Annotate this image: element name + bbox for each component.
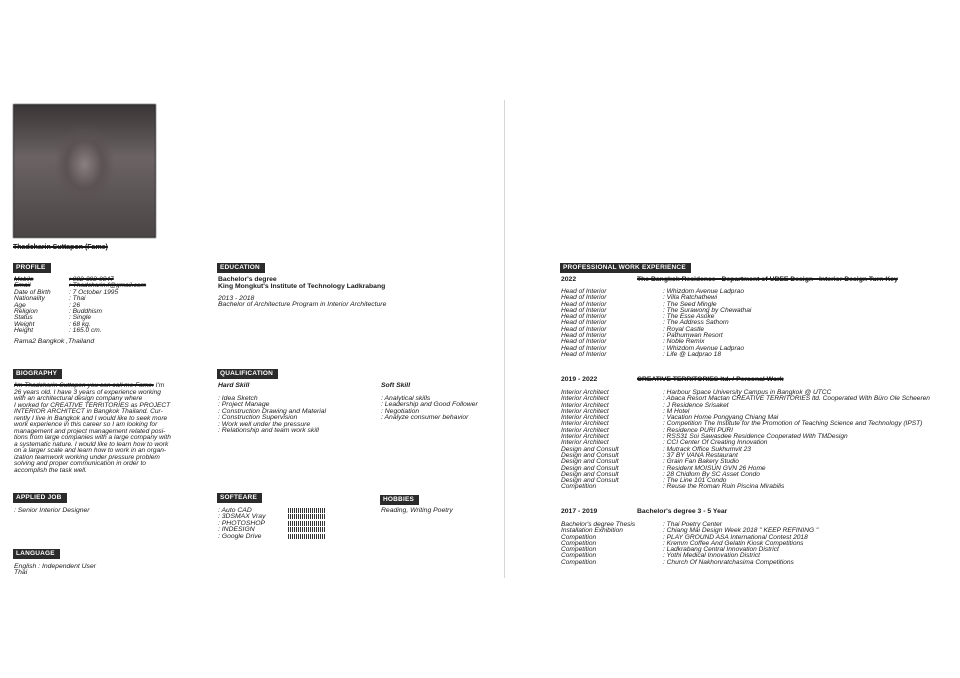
- work-role: Interior Architect: [561, 395, 609, 403]
- software-name: : INDESIGN: [218, 526, 255, 534]
- work-project: : Residence PURI PURI: [663, 426, 733, 434]
- work-project: : RSS31 Soi Sawasdee Residence Cooperated With TMDesign: [663, 433, 848, 441]
- applied-job-value: : Senior Interior Designer: [14, 507, 90, 514]
- work-row: [561, 484, 930, 490]
- work-role: Competition: [561, 539, 597, 547]
- soft-skill-title: Soft Skill: [381, 382, 411, 389]
- work-project: : Villa Ratchathewi: [663, 294, 718, 302]
- work-project: : Resident MOISUN GVN 26 Home: [663, 464, 766, 472]
- hard-skill-item: : Construction Drawing and Material: [218, 407, 327, 415]
- work-project: : CCI Center Of Creating Innovation: [663, 439, 768, 447]
- education-program: Bachelor of Architecture Program in Interior Architecture: [218, 301, 387, 308]
- work-role: Interior Architect: [561, 414, 609, 422]
- section-header-biography: BIOGRAPHY: [13, 369, 62, 379]
- work-list-2017-2019: [561, 522, 818, 566]
- work-project: : Competition The Institute for the Promotion of Teaching Science and Technology (IPST): [663, 420, 923, 428]
- profile-row-value: : Single: [69, 314, 91, 322]
- work-role: Head of Interior: [561, 294, 607, 302]
- work-project: : Mutrack Office Sukhumvit 23: [663, 445, 751, 453]
- biography-line: INTERIOR ARCHITECT in Bangkok Thailand. Cur-: [14, 408, 163, 415]
- work-role: Head of Interior: [561, 306, 607, 314]
- soft-skill-item: : Leadership and Good Follower: [381, 401, 478, 409]
- profile-row-label: Nationality: [14, 295, 45, 303]
- work-project: : Pathumwan Resort: [663, 332, 723, 340]
- biography-line: tions from large companies with a large company with: [14, 434, 171, 441]
- work-project: : Noble Remix: [663, 338, 705, 346]
- language-english: English : Independent User: [14, 563, 96, 570]
- section-header-education: EDUCATION: [217, 263, 265, 273]
- work-role: Interior Architect: [561, 420, 609, 428]
- work-row: [561, 352, 751, 358]
- biography-line: work experience in this career so I am looking for: [14, 421, 158, 428]
- work-project: : Yothi Medical Innovation District: [663, 552, 760, 560]
- profile-row-value: : 7 October 1995: [69, 288, 119, 296]
- hard-skill-title: Hard Skill: [218, 382, 250, 389]
- work-role: Interior Architect: [561, 439, 609, 447]
- biography-line: I worked for CREATIVE TERRITORIES as PROJECT: [14, 401, 171, 409]
- work-project: : Reuse the Roman Ruin Piscina Mirabilis: [663, 483, 785, 491]
- work-role: Head of Interior: [561, 332, 607, 340]
- work-role: Head of Interior: [561, 350, 607, 358]
- profile-photo: [13, 104, 156, 238]
- work-project: : 37 BY VANA Restaurant: [663, 451, 738, 459]
- soft-skill-item: : Negotiation: [381, 407, 420, 415]
- profile-row-label: Mobile: [14, 276, 34, 283]
- work-role: Design and Consult: [561, 477, 619, 485]
- profile-row-label: Status: [14, 314, 33, 322]
- profile-row-label: Height: [14, 327, 34, 335]
- work-row: [561, 560, 818, 566]
- work-project: : 28 Chidlom By SC Asset Condo: [663, 470, 760, 478]
- candidate-name: Thadcharin Suttapon (Fame): [13, 244, 108, 251]
- work-role: Head of Interior: [561, 313, 607, 321]
- software-skill-bar: [288, 514, 326, 519]
- work-role: Competition: [561, 558, 597, 566]
- section-header-profile: PROFILE: [13, 263, 51, 273]
- profile-row-value: : 165.0 cm.: [69, 327, 102, 335]
- work-company-2022: The Bangkok Residence - Department of UBEE Design - Interior Design Turn Key: [637, 276, 898, 283]
- work-role: Design and Consult: [561, 458, 619, 466]
- work-role: Design and Consult: [561, 470, 619, 478]
- work-project: : Vacation Home Pongyang Chiang Mai: [663, 414, 779, 422]
- page-divider: [504, 100, 505, 578]
- work-project: : Harbour Space University Campus in Bangkok @ UTCC: [663, 389, 832, 396]
- work-role: Competition: [561, 552, 597, 560]
- hobbies-value: Reading, Writing Poetry: [381, 507, 453, 514]
- work-list-2019-2022: [561, 390, 930, 491]
- work-role: Head of Interior: [561, 319, 607, 327]
- biography-text: [14, 383, 204, 474]
- work-project: : J Residence Srisaket: [663, 401, 729, 409]
- work-role: Interior Architect: [561, 389, 609, 396]
- section-header-work: PROFESSIONAL WORK EXPERIENCE: [560, 263, 691, 273]
- work-project: : Life @ Ladprao 18: [663, 350, 722, 358]
- work-role: Bachelor's degree Thesis: [561, 521, 636, 528]
- work-role: Design and Consult: [561, 445, 619, 453]
- hard-skill-list: [218, 396, 326, 434]
- biography-line: on a larger scale and learn how to work in an organ-: [14, 447, 167, 454]
- profile-row-value: : 082-392-0847: [69, 276, 114, 283]
- work-project: : Ladkrabang Central Innovation District: [663, 546, 779, 554]
- work-role: Competition: [561, 546, 597, 554]
- section-header-qualification: QUALIFICATION: [217, 369, 278, 379]
- work-project: : Chiang Mai Design Week 2018 " KEEP REFINING ": [663, 527, 819, 535]
- work-project: : Thai Poetry Center: [663, 521, 723, 528]
- profile-row-label: Date of Birth: [14, 288, 51, 296]
- biography-line: solving and proper communication in order to: [14, 460, 146, 467]
- profile-row-value: : Buddhism: [69, 308, 102, 316]
- work-project: : The Esse Asoke: [663, 313, 715, 321]
- hard-skill-item: : Construction Supervision: [218, 414, 298, 422]
- work-role: Interior Architect: [561, 433, 609, 441]
- work-role: Design and Consult: [561, 464, 619, 472]
- soft-skill-item: : Analytical skills: [381, 395, 431, 402]
- work-role: Head of Interior: [561, 325, 607, 333]
- profile-row-value: : 68 kg.: [69, 320, 91, 328]
- profile-row-value: : 26: [69, 301, 80, 309]
- profile-row-label: Email: [14, 282, 31, 290]
- work-project: : The Address Sathorn: [663, 319, 729, 327]
- software-skill-bar: [288, 534, 326, 539]
- work-role: Interior Architect: [561, 401, 609, 409]
- profile-row-label: Weight: [14, 320, 35, 328]
- hard-skill-item: : Work well under the pressure: [218, 420, 311, 428]
- work-role: Interior Architect: [561, 426, 609, 434]
- work-project: : Abaca Resort Mactan CREATIVE TERRITORIES ltd. Cooperated With Büro Ole Scheeren: [663, 395, 930, 403]
- biography-line: I'm: [153, 382, 165, 389]
- work-company-2017-2019: Bachelor's degree 3 - 5 Year: [637, 508, 728, 515]
- software-skill-bar: [288, 508, 326, 513]
- biography-line: rently I live in Bangkok and I would like to seek more: [14, 414, 168, 422]
- biography-lead: I'm Thadcharin Suttapon you can call me Fame.: [14, 382, 154, 389]
- software-list: [218, 508, 326, 540]
- work-project: : Whizdom Avenue Ladprao: [663, 344, 745, 352]
- education-degree: Bachelor's degree: [218, 276, 277, 283]
- work-role: Head of Interior: [561, 338, 607, 346]
- biography-line: 26 years old. I have 3 years of experience working: [14, 388, 161, 396]
- work-project: : Church Of Nakhonratchasima Competitions: [663, 558, 794, 566]
- software-skill-bar: [288, 521, 326, 526]
- profile-address: Rama2 Bangkok ,Thailand: [14, 338, 95, 345]
- software-name: : PHOTOSHOP: [218, 519, 266, 527]
- work-role: Design and Consult: [561, 451, 619, 459]
- biography-line: management and project management related posi-: [14, 427, 166, 435]
- work-project: : Whizdom Avenue Ladprao: [663, 288, 745, 295]
- work-role: Head of Interior: [561, 288, 607, 295]
- section-header-language: LANGUAGE: [13, 549, 60, 559]
- profile-row: [14, 328, 146, 334]
- work-role: Competition: [561, 483, 597, 491]
- software-name: : Google Drive: [218, 532, 262, 540]
- software-name: : 3DSMAX Vray: [218, 513, 266, 521]
- work-project: : The Line 101 Condo: [663, 477, 727, 485]
- hard-skill-item: : Project Manage: [218, 401, 270, 409]
- biography-line: a systematic nature. I would like to learn how to work: [14, 440, 169, 448]
- work-role: Interior Architect: [561, 407, 609, 415]
- section-header-applied-job: APPLIED JOB: [13, 493, 67, 503]
- education-years: 2013 - 2018: [218, 295, 255, 302]
- work-role: Head of Interior: [561, 300, 607, 308]
- section-header-software: SOFTEARE: [217, 493, 262, 503]
- work-list-2022: [561, 289, 751, 358]
- profile-details: [14, 277, 146, 335]
- profile-row-value: : Thai: [69, 295, 86, 303]
- software-row: [218, 534, 326, 540]
- work-project: : Royal Castle: [663, 325, 705, 333]
- work-project: : Grain Fan Bakery Studio: [663, 458, 739, 466]
- work-year-2017-2019: 2017 - 2019: [561, 508, 598, 515]
- profile-row-value: : Thadcharin.f@gmail.com: [69, 282, 147, 290]
- biography-line: ization teamwork working under pressure problem: [14, 453, 160, 461]
- section-header-hobbies: HOBBIES: [380, 495, 419, 505]
- work-project: : Kremm Coffee And Gelatin Kiosk Competitions: [663, 539, 804, 547]
- language-thai: Thai: [14, 569, 28, 576]
- software-skill-bar: [288, 527, 326, 532]
- soft-skill-item: : Analyze consumer behavior: [381, 414, 469, 422]
- work-year-2019-2022: 2019 - 2022: [561, 376, 598, 383]
- work-year-2022: 2022: [561, 276, 577, 283]
- profile-row-label: Religion: [14, 308, 38, 316]
- hard-skill-item: : Relationship and team work skill: [218, 427, 319, 435]
- soft-skill-list: [381, 396, 478, 422]
- work-role: Installation Exhibition: [561, 527, 623, 535]
- work-role: Competition: [561, 533, 597, 541]
- software-name: : Auto CAD: [218, 507, 252, 514]
- education-school: King Mongkut's Institute of Technology Ladkrabang: [218, 283, 386, 290]
- work-project: : PLAY GROUND ASA International Contest 2018: [663, 533, 808, 541]
- work-company-2019-2022: CREATIVE TERRITORIES ltd. / Personal Work: [637, 376, 784, 383]
- biography-line: with an architectural design company where: [14, 395, 143, 402]
- biography-line: accomplish the task well.: [14, 466, 87, 474]
- work-project: : M Hotel: [663, 407, 690, 415]
- work-project: : The Seed Mingle: [663, 300, 717, 308]
- work-role: Head of Interior: [561, 344, 607, 352]
- hard-skill-item: : Idea Sketch: [218, 395, 258, 402]
- work-project: : The Surawong by Chewathai: [663, 306, 752, 314]
- profile-row-label: Age: [14, 301, 26, 309]
